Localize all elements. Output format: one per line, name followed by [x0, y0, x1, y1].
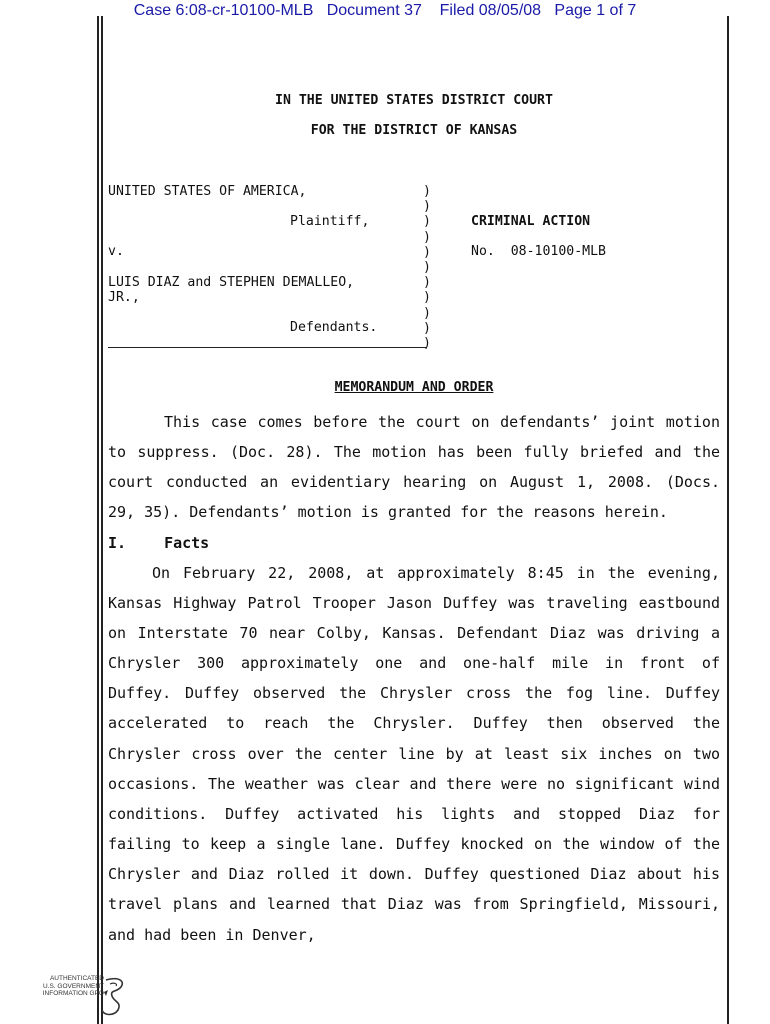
document-body [108, 407, 720, 950]
section-number: I. [108, 533, 127, 552]
caption-defendants-line2: JR., [108, 290, 140, 305]
caption-versus: v. [108, 244, 124, 259]
caption-paren: ) [423, 184, 431, 199]
caption-paren: ) [423, 229, 431, 245]
criminal-action-label: CRIMINAL ACTION [471, 214, 591, 229]
left-margin-rule-outer [97, 16, 99, 1024]
caption-underline [108, 347, 426, 348]
caption-paren-column [423, 184, 433, 351]
filing-header: Case 6:08-cr-10100-MLB Document 37 Filed 08/05/08 Page 1 of 7 [133, 2, 637, 19]
caption-plaintiff-role: Plaintiff, [290, 214, 370, 229]
left-margin-rule-inner [101, 16, 103, 1024]
caption-paren: ) [423, 305, 431, 321]
caption-paren: ) [423, 244, 431, 260]
caption-defendants-line1: LUIS DIAZ and STEPHEN DEMALLEO, [108, 275, 355, 290]
caption-paren: ) [423, 320, 431, 336]
caption-paren: ) [423, 290, 431, 306]
gpo-eagle-icon [40, 972, 130, 1018]
facts-paragraph: On February 22, 2008, at approximately 8:45 in the evening, Kansas Highway Patrol Trooper Jason Duffey was traveling eastbound on Interstate 70 near Colby, Kansas. Defendant Diaz was driving a Chrysler 300 approximately one and one-half mile in front of Duffey. Duffey observed the Chrysler cross the fog line. Duffey accelerated to reach the Chrysler. Duffey then observed the Chrysler cross over the center line by at least six inches on two occasions. The weather was clear and there were no significant wind conditions. Duffey activated his lights and stopped Diaz for failing to keep a single lane. Duffey knocked on the window of the Chrysler and Diaz rolled it down. Duffey questioned Diaz about his travel plans and learned that Diaz was from Springfield, Missouri, and had been in Denver, [108, 563, 720, 944]
caption-paren: ) [423, 275, 431, 291]
court-name: IN THE UNITED STATES DISTRICT COURT [275, 93, 553, 108]
caption-plaintiff-name: UNITED STATES OF AMERICA, [108, 184, 307, 199]
court-district: FOR THE DISTRICT OF KANSAS [310, 123, 518, 138]
caption-paren: ) [423, 335, 431, 351]
caption-defendants-role: Defendants. [290, 320, 378, 335]
intro-paragraph: This case comes before the court on defendants’ joint motion to suppress. (Doc. 28). The motion has been fully briefed and the court conducted an evidentiary hearing on August 1, 2008. (Docs. 29, 35). Defendants’ motion is granted for the reasons herein. [108, 413, 720, 522]
case-number: No. 08-10100-MLB [471, 244, 606, 259]
document-title: MEMORANDUM AND ORDER [334, 380, 494, 395]
caption-paren: ) [423, 214, 431, 230]
section-title: Facts [164, 533, 210, 552]
section-heading [108, 528, 720, 558]
gpo-seal-text: AUTHENTICATED U.S. GOVERNMENT INFORMATION GPO [42, 975, 104, 997]
caption-paren: ) [423, 259, 431, 275]
caption-paren: ) [423, 199, 431, 215]
right-margin-rule [727, 16, 729, 1024]
